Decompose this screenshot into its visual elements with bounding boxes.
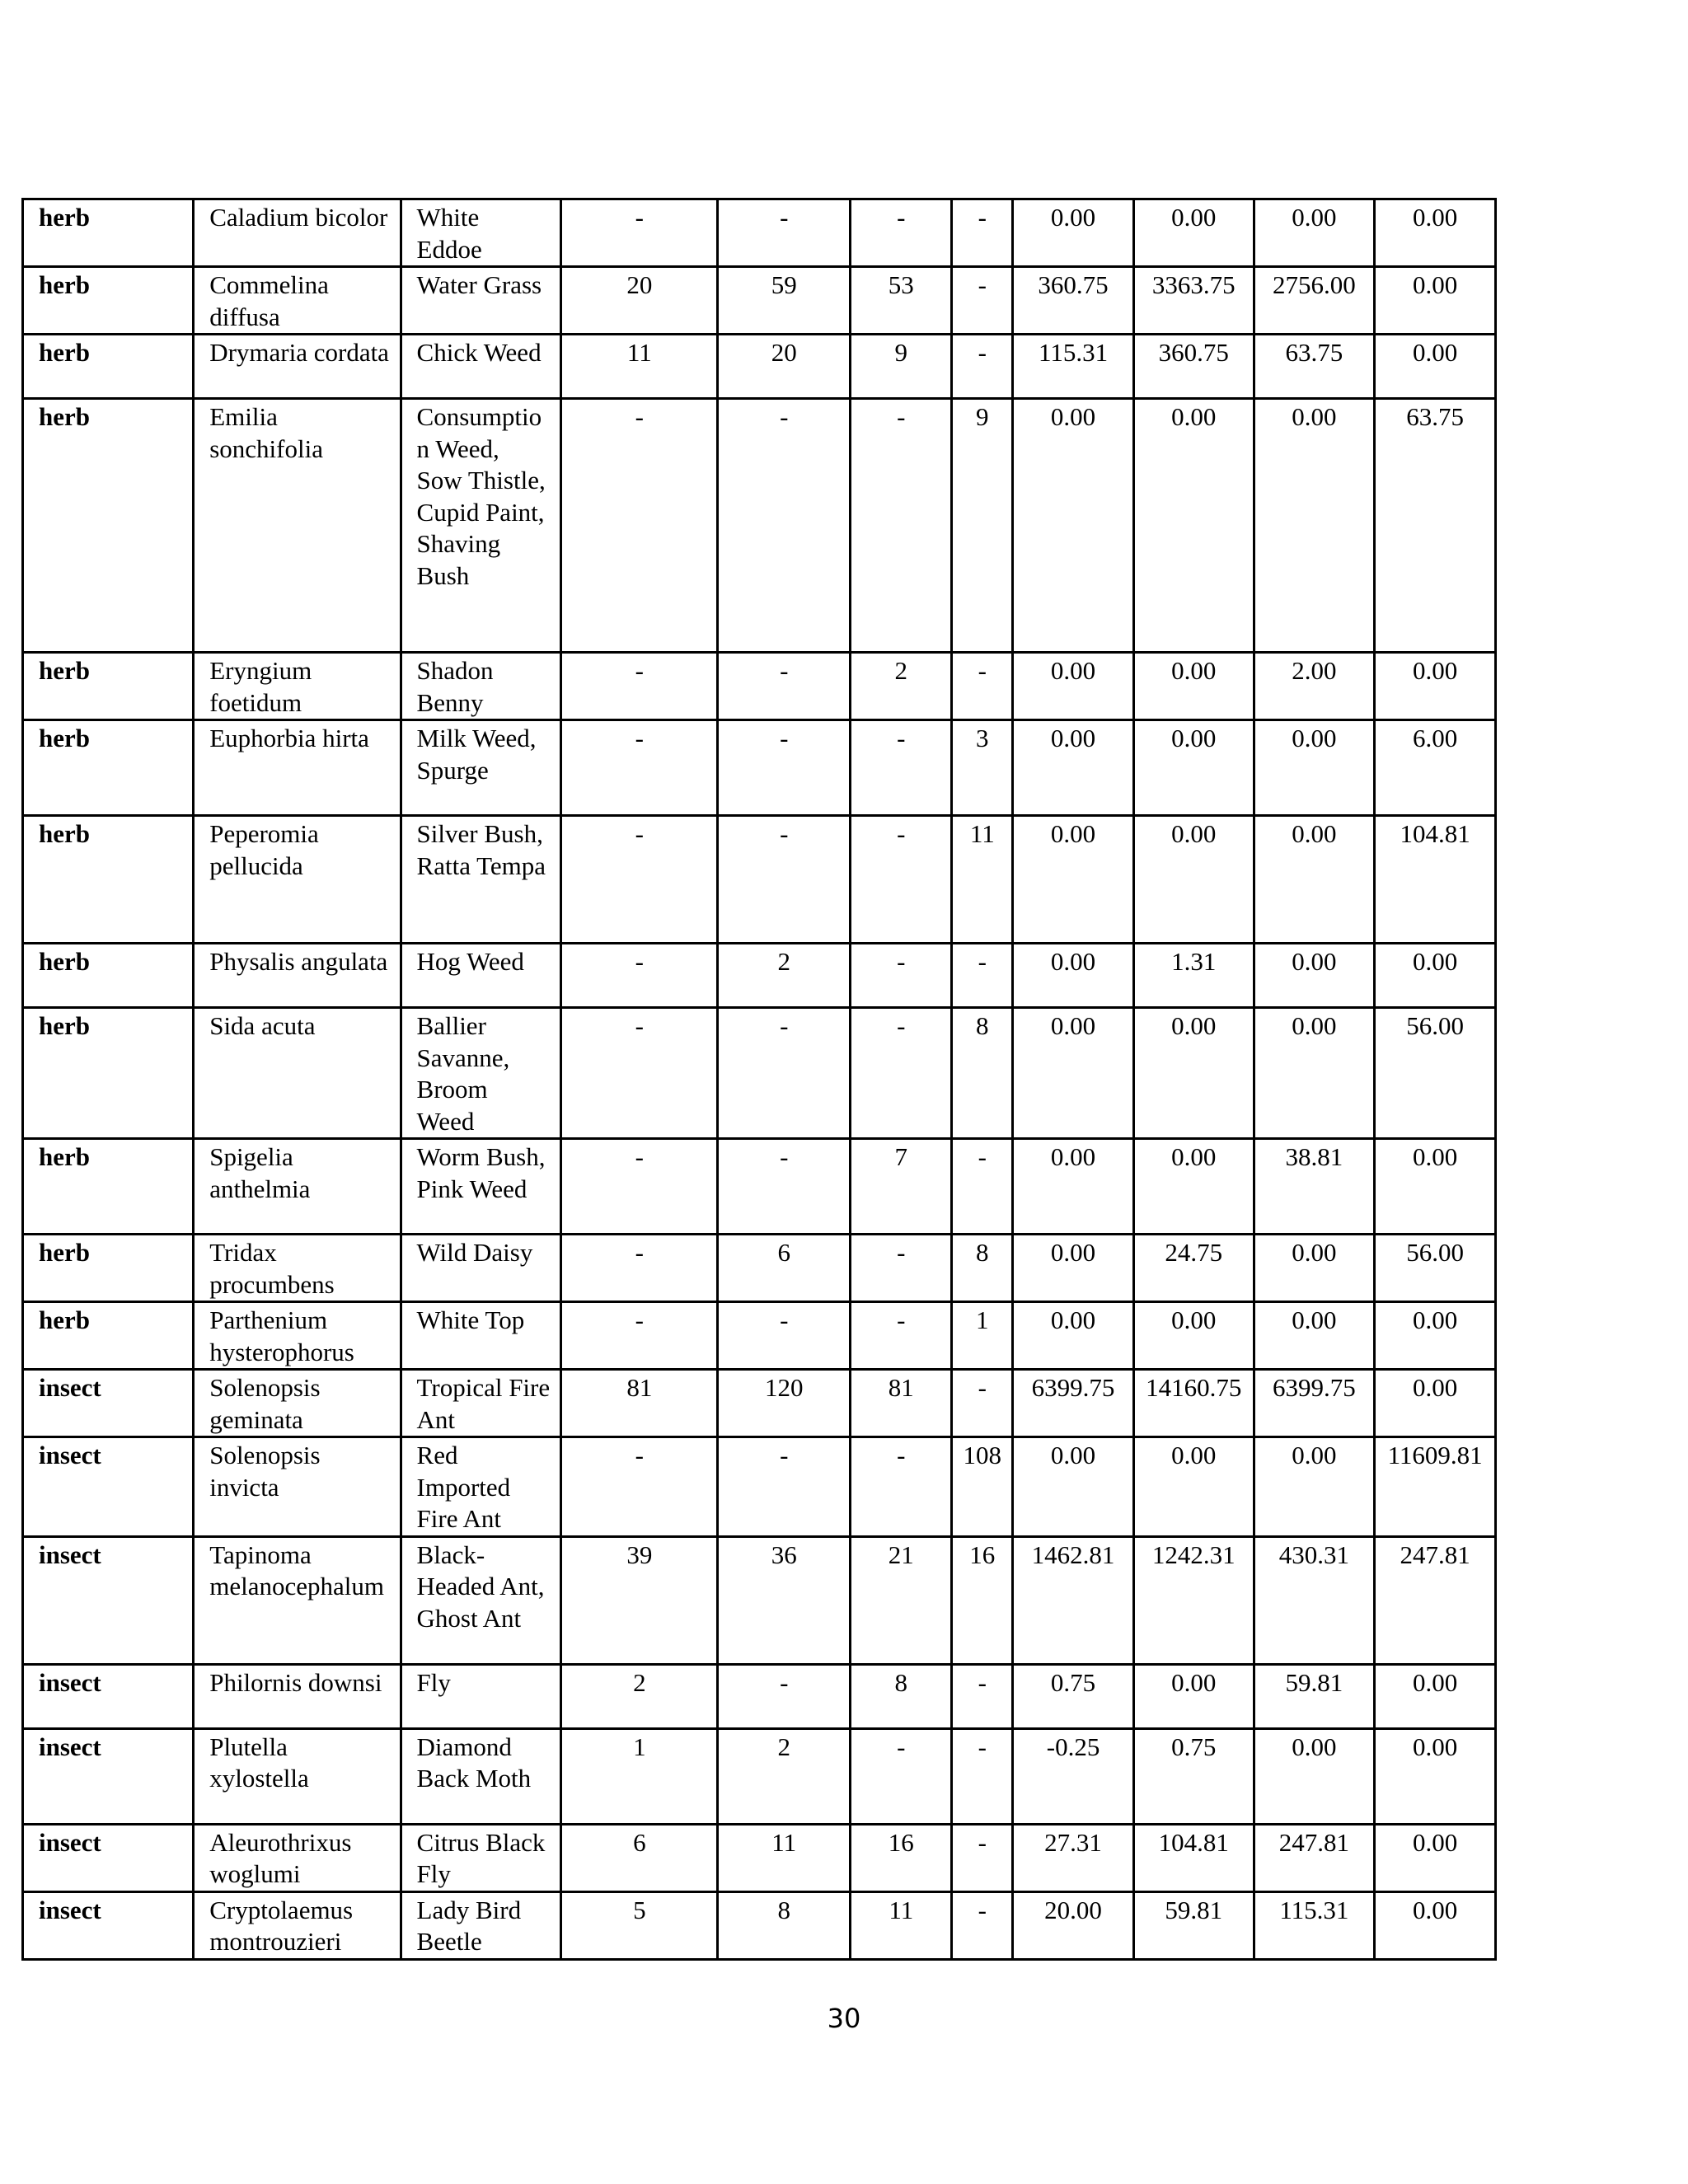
- category-cell: insect: [23, 1536, 194, 1664]
- count-cell: 11: [952, 816, 1013, 944]
- value-cell: -0.25: [1013, 1728, 1134, 1824]
- table-row: [23, 944, 1496, 1008]
- value-cell: 0.00: [1133, 1664, 1254, 1728]
- category-cell: insect: [23, 1891, 194, 1959]
- count-cell: 39: [561, 1536, 718, 1664]
- count-cell: 8: [952, 1008, 1013, 1139]
- value-cell: 6.00: [1375, 720, 1496, 816]
- count-cell: -: [851, 944, 952, 1008]
- table-row: [23, 1891, 1496, 1959]
- category-cell: herb: [23, 267, 194, 335]
- value-cell: 0.00: [1013, 1302, 1134, 1370]
- value-cell: 2756.00: [1254, 267, 1375, 335]
- value-cell: 11609.81: [1375, 1437, 1496, 1537]
- value-cell: 0.00: [1013, 1139, 1134, 1235]
- count-cell: 2: [718, 944, 851, 1008]
- count-cell: -: [561, 1437, 718, 1537]
- common-name-cell: Wild Daisy: [401, 1235, 561, 1302]
- table-row: [23, 1370, 1496, 1437]
- value-cell: 247.81: [1375, 1536, 1496, 1664]
- value-cell: 247.81: [1254, 1824, 1375, 1891]
- value-cell: 0.00: [1133, 1437, 1254, 1537]
- count-cell: -: [561, 653, 718, 720]
- common-name-cell: Chick Weed: [401, 335, 561, 399]
- species-cell: Aleurothrixus woglumi: [194, 1824, 401, 1891]
- table-row: [23, 1664, 1496, 1728]
- value-cell: 1462.81: [1013, 1536, 1134, 1664]
- value-cell: 0.00: [1254, 816, 1375, 944]
- count-cell: 81: [561, 1370, 718, 1437]
- value-cell: 115.31: [1254, 1891, 1375, 1959]
- count-cell: -: [851, 720, 952, 816]
- count-cell: -: [561, 1139, 718, 1235]
- count-cell: -: [952, 653, 1013, 720]
- count-cell: -: [561, 1302, 718, 1370]
- common-name-cell: Hog Weed: [401, 944, 561, 1008]
- species-cell: Plutella xylostella: [194, 1728, 401, 1824]
- count-cell: -: [851, 1302, 952, 1370]
- count-cell: -: [952, 335, 1013, 399]
- table-row: [23, 335, 1496, 399]
- category-cell: herb: [23, 1302, 194, 1370]
- value-cell: 0.00: [1133, 199, 1254, 267]
- species-cell: Eryngium foetidum: [194, 653, 401, 720]
- count-cell: -: [718, 1008, 851, 1139]
- value-cell: 0.00: [1133, 1139, 1254, 1235]
- count-cell: -: [561, 816, 718, 944]
- category-cell: herb: [23, 816, 194, 944]
- category-cell: insect: [23, 1664, 194, 1728]
- value-cell: 63.75: [1375, 399, 1496, 653]
- count-cell: 6: [718, 1235, 851, 1302]
- value-cell: 59.81: [1133, 1891, 1254, 1959]
- common-name-cell: Lady Bird Beetle: [401, 1891, 561, 1959]
- value-cell: 0.00: [1254, 1302, 1375, 1370]
- species-cell: Philornis downsi: [194, 1664, 401, 1728]
- common-name-cell: White Top: [401, 1302, 561, 1370]
- species-cell: Solenopsis geminata: [194, 1370, 401, 1437]
- common-name-cell: Silver Bush, Ratta Tempa: [401, 816, 561, 944]
- value-cell: 0.00: [1013, 199, 1134, 267]
- count-cell: 3: [952, 720, 1013, 816]
- category-cell: herb: [23, 1008, 194, 1139]
- value-cell: 0.00: [1013, 399, 1134, 653]
- value-cell: 0.00: [1254, 199, 1375, 267]
- count-cell: -: [851, 816, 952, 944]
- category-cell: insect: [23, 1728, 194, 1824]
- value-cell: 0.00: [1133, 720, 1254, 816]
- species-cell: Solenopsis invicta: [194, 1437, 401, 1537]
- value-cell: 0.75: [1133, 1728, 1254, 1824]
- common-name-cell: Water Grass: [401, 267, 561, 335]
- value-cell: 0.00: [1375, 653, 1496, 720]
- table-row: [23, 267, 1496, 335]
- category-cell: herb: [23, 199, 194, 267]
- table-row: [23, 1437, 1496, 1537]
- category-cell: herb: [23, 335, 194, 399]
- value-cell: 0.00: [1013, 1235, 1134, 1302]
- count-cell: -: [561, 399, 718, 653]
- count-cell: 9: [952, 399, 1013, 653]
- species-cell: Tridax procumbens: [194, 1235, 401, 1302]
- value-cell: 59.81: [1254, 1664, 1375, 1728]
- count-cell: 20: [718, 335, 851, 399]
- count-cell: -: [718, 720, 851, 816]
- species-cell: Drymaria cordata: [194, 335, 401, 399]
- value-cell: 0.00: [1013, 653, 1134, 720]
- count-cell: -: [718, 1139, 851, 1235]
- value-cell: 104.81: [1375, 816, 1496, 944]
- value-cell: 360.75: [1013, 267, 1134, 335]
- value-cell: 63.75: [1254, 335, 1375, 399]
- count-cell: 11: [851, 1891, 952, 1959]
- common-name-cell: Black-Headed Ant, Ghost Ant: [401, 1536, 561, 1664]
- count-cell: -: [561, 1008, 718, 1139]
- count-cell: 2: [561, 1664, 718, 1728]
- value-cell: 104.81: [1133, 1824, 1254, 1891]
- table-row: [23, 1008, 1496, 1139]
- common-name-cell: White Eddoe: [401, 199, 561, 267]
- count-cell: 81: [851, 1370, 952, 1437]
- count-cell: 2: [718, 1728, 851, 1824]
- species-cell: Cryptolaemus montrouzieri: [194, 1891, 401, 1959]
- common-name-cell: Ballier Savanne, Broom Weed: [401, 1008, 561, 1139]
- count-cell: 16: [851, 1824, 952, 1891]
- category-cell: herb: [23, 944, 194, 1008]
- value-cell: 3363.75: [1133, 267, 1254, 335]
- category-cell: insect: [23, 1370, 194, 1437]
- count-cell: 16: [952, 1536, 1013, 1664]
- count-cell: -: [851, 199, 952, 267]
- count-cell: -: [718, 399, 851, 653]
- species-cell: Commelina diffusa: [194, 267, 401, 335]
- value-cell: 0.00: [1375, 944, 1496, 1008]
- count-cell: 36: [718, 1536, 851, 1664]
- count-cell: -: [851, 1728, 952, 1824]
- count-cell: 6: [561, 1824, 718, 1891]
- species-cell: Emilia sonchifolia: [194, 399, 401, 653]
- value-cell: 0.00: [1254, 1008, 1375, 1139]
- count-cell: 120: [718, 1370, 851, 1437]
- value-cell: 0.00: [1254, 1235, 1375, 1302]
- value-cell: 0.75: [1013, 1664, 1134, 1728]
- page-number: 30: [827, 2003, 861, 2034]
- value-cell: 0.00: [1013, 1437, 1134, 1537]
- value-cell: 0.00: [1133, 653, 1254, 720]
- table-row: [23, 199, 1496, 267]
- table-row: [23, 720, 1496, 816]
- count-cell: 1: [561, 1728, 718, 1824]
- table-row: [23, 1824, 1496, 1891]
- value-cell: 0.00: [1133, 816, 1254, 944]
- common-name-cell: Consumption Weed, Sow Thistle, Cupid Paint, Shaving Bush: [401, 399, 561, 653]
- common-name-cell: Red Imported Fire Ant: [401, 1437, 561, 1537]
- value-cell: 0.00: [1375, 1728, 1496, 1824]
- category-cell: herb: [23, 399, 194, 653]
- species-cell: Euphorbia hirta: [194, 720, 401, 816]
- count-cell: -: [561, 944, 718, 1008]
- count-cell: -: [952, 1728, 1013, 1824]
- count-cell: 11: [561, 335, 718, 399]
- count-cell: -: [561, 1235, 718, 1302]
- value-cell: 0.00: [1254, 1728, 1375, 1824]
- table-row: [23, 816, 1496, 944]
- table-row: [23, 1728, 1496, 1824]
- count-cell: -: [952, 944, 1013, 1008]
- value-cell: 0.00: [1133, 399, 1254, 653]
- count-cell: 108: [952, 1437, 1013, 1537]
- value-cell: 1.31: [1133, 944, 1254, 1008]
- count-cell: -: [718, 199, 851, 267]
- value-cell: 0.00: [1013, 816, 1134, 944]
- value-cell: 0.00: [1254, 399, 1375, 653]
- count-cell: 20: [561, 267, 718, 335]
- category-cell: herb: [23, 720, 194, 816]
- value-cell: 38.81: [1254, 1139, 1375, 1235]
- count-cell: 8: [851, 1664, 952, 1728]
- value-cell: 14160.75: [1133, 1370, 1254, 1437]
- value-cell: 0.00: [1013, 944, 1134, 1008]
- value-cell: 0.00: [1133, 1302, 1254, 1370]
- species-cell: Caladium bicolor: [194, 199, 401, 267]
- value-cell: 0.00: [1013, 1008, 1134, 1139]
- count-cell: 59: [718, 267, 851, 335]
- species-cell: Tapinoma melanocephalum: [194, 1536, 401, 1664]
- value-cell: 0.00: [1375, 1302, 1496, 1370]
- value-cell: 0.00: [1375, 1891, 1496, 1959]
- category-cell: insect: [23, 1437, 194, 1537]
- value-cell: 56.00: [1375, 1008, 1496, 1139]
- table-row: [23, 1139, 1496, 1235]
- species-cell: Peperomia pellucida: [194, 816, 401, 944]
- value-cell: 0.00: [1375, 1664, 1496, 1728]
- value-cell: 27.31: [1013, 1824, 1134, 1891]
- species-cell: Parthenium hysterophorus: [194, 1302, 401, 1370]
- species-table-container: [21, 198, 1497, 1961]
- common-name-cell: Milk Weed, Spurge: [401, 720, 561, 816]
- value-cell: 0.00: [1375, 1370, 1496, 1437]
- count-cell: -: [952, 1370, 1013, 1437]
- species-cell: Sida acuta: [194, 1008, 401, 1139]
- count-cell: 8: [952, 1235, 1013, 1302]
- value-cell: 0.00: [1013, 720, 1134, 816]
- value-cell: 0.00: [1133, 1008, 1254, 1139]
- table-row: [23, 653, 1496, 720]
- count-cell: -: [561, 720, 718, 816]
- value-cell: 0.00: [1375, 199, 1496, 267]
- count-cell: 11: [718, 1824, 851, 1891]
- species-cell: Spigelia anthelmia: [194, 1139, 401, 1235]
- count-cell: -: [718, 1664, 851, 1728]
- count-cell: 7: [851, 1139, 952, 1235]
- common-name-cell: Tropical Fire Ant: [401, 1370, 561, 1437]
- count-cell: 53: [851, 267, 952, 335]
- count-cell: 9: [851, 335, 952, 399]
- table-row: [23, 1302, 1496, 1370]
- species-table: [21, 198, 1497, 1961]
- value-cell: 0.00: [1375, 267, 1496, 335]
- count-cell: -: [952, 1891, 1013, 1959]
- value-cell: 360.75: [1133, 335, 1254, 399]
- value-cell: 6399.75: [1013, 1370, 1134, 1437]
- category-cell: herb: [23, 653, 194, 720]
- common-name-cell: Citrus Black Fly: [401, 1824, 561, 1891]
- value-cell: 0.00: [1254, 720, 1375, 816]
- count-cell: 5: [561, 1891, 718, 1959]
- count-cell: -: [561, 199, 718, 267]
- value-cell: 430.31: [1254, 1536, 1375, 1664]
- count-cell: 2: [851, 653, 952, 720]
- common-name-cell: Shadon Benny: [401, 653, 561, 720]
- species-cell: Physalis angulata: [194, 944, 401, 1008]
- count-cell: -: [851, 399, 952, 653]
- count-cell: 21: [851, 1536, 952, 1664]
- value-cell: 24.75: [1133, 1235, 1254, 1302]
- count-cell: -: [718, 1437, 851, 1537]
- count-cell: -: [952, 1664, 1013, 1728]
- count-cell: -: [718, 653, 851, 720]
- count-cell: -: [952, 1824, 1013, 1891]
- value-cell: 20.00: [1013, 1891, 1134, 1959]
- table-body: [23, 199, 1496, 1960]
- count-cell: -: [952, 1139, 1013, 1235]
- table-row: [23, 1536, 1496, 1664]
- category-cell: insect: [23, 1824, 194, 1891]
- value-cell: 0.00: [1375, 335, 1496, 399]
- table-row: [23, 399, 1496, 653]
- count-cell: -: [718, 816, 851, 944]
- value-cell: 115.31: [1013, 335, 1134, 399]
- value-cell: 0.00: [1375, 1139, 1496, 1235]
- value-cell: 0.00: [1375, 1824, 1496, 1891]
- value-cell: 2.00: [1254, 653, 1375, 720]
- count-cell: -: [718, 1302, 851, 1370]
- category-cell: herb: [23, 1139, 194, 1235]
- count-cell: 8: [718, 1891, 851, 1959]
- count-cell: -: [851, 1235, 952, 1302]
- value-cell: 56.00: [1375, 1235, 1496, 1302]
- value-cell: 1242.31: [1133, 1536, 1254, 1664]
- table-row: [23, 1235, 1496, 1302]
- count-cell: -: [851, 1008, 952, 1139]
- category-cell: herb: [23, 1235, 194, 1302]
- count-cell: 1: [952, 1302, 1013, 1370]
- count-cell: -: [952, 199, 1013, 267]
- value-cell: 0.00: [1254, 944, 1375, 1008]
- common-name-cell: Worm Bush, Pink Weed: [401, 1139, 561, 1235]
- value-cell: 0.00: [1254, 1437, 1375, 1537]
- count-cell: -: [952, 267, 1013, 335]
- common-name-cell: Diamond Back Moth: [401, 1728, 561, 1824]
- value-cell: 6399.75: [1254, 1370, 1375, 1437]
- common-name-cell: Fly: [401, 1664, 561, 1728]
- count-cell: -: [851, 1437, 952, 1537]
